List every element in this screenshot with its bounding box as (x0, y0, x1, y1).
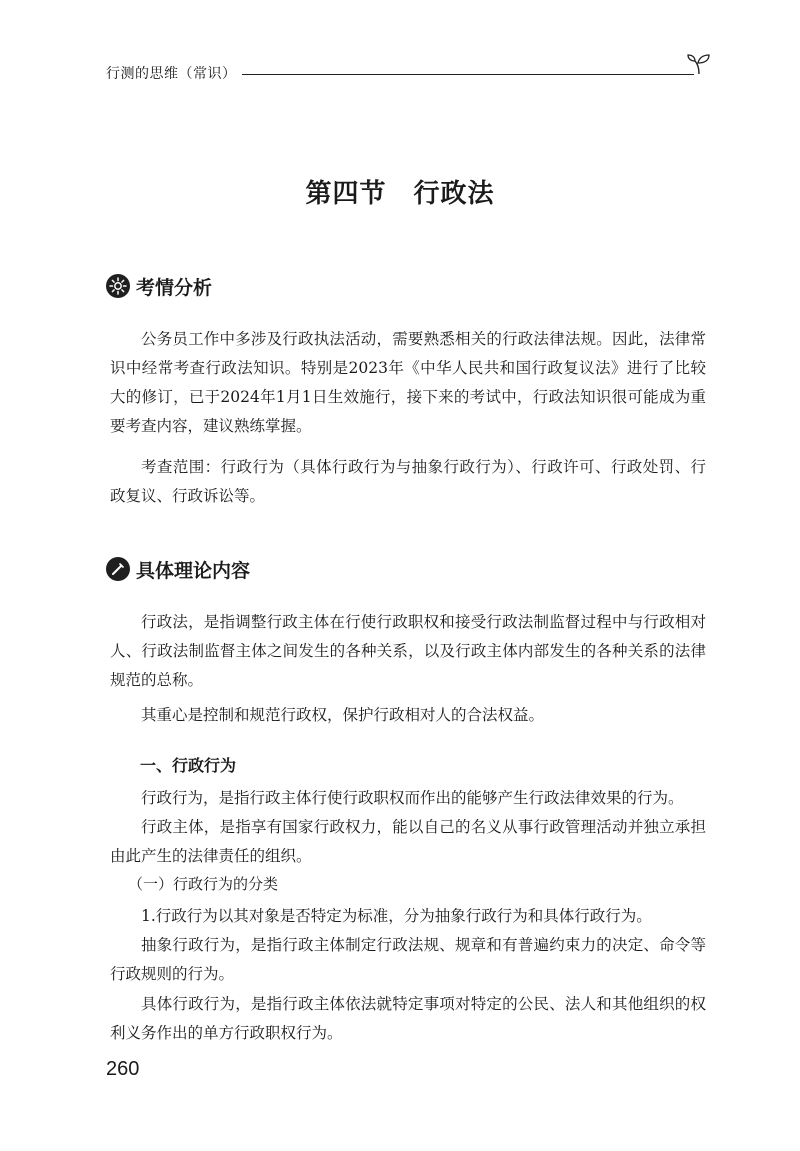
part1-item: 具体行政行为，是指行政主体依法就特定事项对特定的公民、法人和其他组织的权利义务作出的单方行政职权行为。 (110, 995, 706, 1042)
sun-icon (106, 274, 130, 298)
part1-subheading: （一）行政行为的分类 (128, 875, 279, 893)
analysis-heading-label: 考情分析 (136, 276, 213, 299)
theory-heading-label: 具体理论内容 (136, 559, 251, 582)
sprout-icon (686, 52, 712, 76)
page-number: 260 (106, 1058, 140, 1080)
section-title: 第四节 行政法 (305, 179, 495, 209)
theory-paragraph: 行政法，是指调整行政主体在行使行政职权和接受行政法制监督过程中与行政相对人、行政法制监督主体之间发生的各种关系，以及行政主体内部发生的各种关系的法律规范的总称。 (110, 613, 706, 689)
part1-item: 1.行政行为以其对象是否特定为标准，分为抽象行政行为和具体行政行为。 (141, 907, 652, 925)
theory-heading (106, 555, 250, 583)
part1-paragraph: 行政行为，是指行政主体行使行政职权而作出的能够产生行政法律效果的行为。 (141, 789, 684, 807)
theory-core-paragraph: 其重心是控制和规范行政权，保护行政相对人的合法权益。 (141, 706, 545, 724)
analysis-heading (106, 272, 212, 300)
part1-item: 抽象行政行为，是指行政主体制定行政法规、规章和有普遍约束力的决定、命令等行政规则的行为。 (110, 936, 706, 983)
analysis-scope-paragraph: 考查范围：行政行为（具体行政行为与抽象行政行为）、行政许可、行政处罚、行政复议、行政诉讼等。 (110, 458, 706, 505)
header-rule (242, 74, 694, 75)
part1-heading: 一、行政行为 (140, 756, 237, 775)
running-header (106, 64, 706, 86)
part1-paragraph: 行政主体，是指享有国家行政权力，能以自己的名义从事行政管理活动并独立承担由此产生的法律责任的组织。 (110, 818, 706, 865)
pen-icon (106, 557, 130, 581)
running-header-title: 行测的思维（常识） (106, 66, 237, 82)
analysis-paragraph: 公务员工作中多涉及行政执法活动，需要熟悉相关的行政法律法规。因此，法律常识中经常考查行政法知识。特别是2023年《中华人民共和国行政复议法》进行了比较大的修订，已于2024年1月1日生效施行，接下来的考试中，行政法知识很可能成为重要考查内容，建议熟练掌握。 (110, 330, 706, 435)
